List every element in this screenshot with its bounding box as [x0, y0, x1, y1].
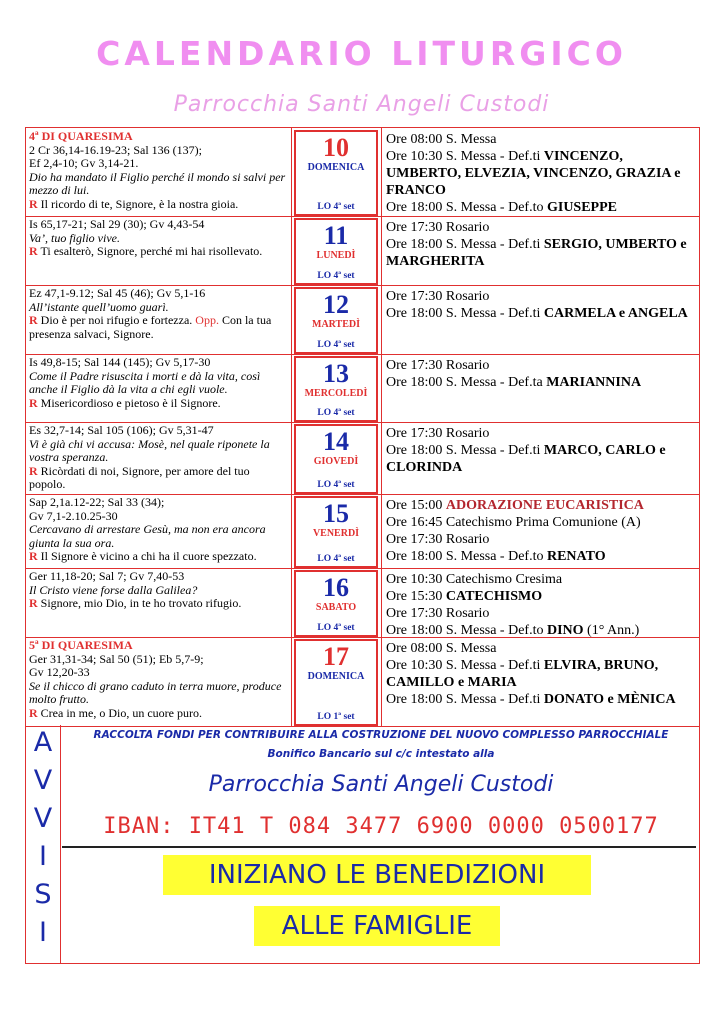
feast-title: 5ª DI QUARESIMA [29, 638, 133, 652]
event-names: MARCO, CARLO e CLORINDA [386, 443, 666, 475]
psalm-response [29, 245, 288, 259]
psalm-response [29, 550, 288, 564]
day-name: LUNEDÌ [316, 250, 356, 261]
psalm-response [29, 198, 288, 212]
avvisi-letter: V [33, 803, 53, 834]
antiphon-text: Se il chicco di grano caduto in terra muore, produce molto frutto. [29, 678, 282, 706]
antiphon-text: Va’, tuo figlio vive. [29, 230, 120, 245]
day-number: 13 [323, 359, 349, 388]
event-text: Ore 18:00 S. Messa - Def.to [386, 623, 547, 638]
day-name: DOMENICA [307, 671, 365, 682]
response-text-alt: Con la tua presenza salvaci, Signore. [29, 313, 272, 341]
event-line [386, 199, 695, 216]
response-text: Crea in me, o Dio, un cuore puro. [40, 705, 202, 720]
event-line [386, 374, 695, 391]
event-text: Ore 18:00 S. Messa - Def.ti [386, 306, 544, 321]
event-names: CATECHISMO [445, 589, 543, 604]
avvisi-letter: I [39, 917, 47, 948]
readings-cell [26, 422, 292, 494]
account-holder: Parrocchia Santi Angeli Custodi [208, 772, 554, 797]
event-line [386, 219, 695, 236]
calendar-row [26, 494, 699, 569]
event-text: Ore 18:00 S. Messa - Def.to [386, 549, 547, 564]
events-cell [381, 494, 699, 568]
event-text: Ore 17:30 Rosario [386, 220, 490, 235]
psalm-response [29, 314, 288, 341]
event-text: Ore 10:30 S. Messa - Def.ti [386, 149, 544, 164]
date-box [294, 570, 378, 637]
day-number: 12 [323, 290, 349, 319]
liturgy-of-hours-week: LO 4ª set [317, 480, 355, 490]
readings-cell [26, 568, 292, 637]
antiphon-text: All’istante quell’uomo guarì. [29, 299, 169, 314]
scripture-reference: Es 32,7-14; Sal 105 (106); Gv 5,31-47 [29, 423, 214, 437]
date-box [294, 218, 378, 285]
avvisi-letter: V [33, 765, 53, 796]
liturgy-of-hours-week: LO 4ª set [317, 271, 355, 281]
scripture-reference: 2 Cr 36,14-16.19-23; Sal 136 (137); [29, 142, 202, 157]
calendar-row [26, 216, 699, 286]
calendar-row [26, 422, 699, 495]
events-cell [381, 285, 699, 354]
antiphon-text: Vi è già chi vi accusa: Mosè, nel quale riponete la vostra speranza. [29, 436, 270, 464]
event-text: Ore 17:30 Rosario [386, 532, 490, 547]
scripture-reference: Gv 12,20-33 [29, 665, 90, 679]
day-name: DOMENICA [307, 162, 365, 173]
events-cell [381, 354, 699, 422]
psalm-response [29, 597, 288, 611]
readings-cell [26, 216, 292, 285]
response-text: Ricòrdati di noi, Signore, per amore del tuo popolo. [29, 463, 250, 491]
liturgy-of-hours-week: LO 1ª set [317, 712, 355, 722]
day-name: VENERDÌ [312, 528, 360, 539]
scripture-reference: Is 65,17-21; Sal 29 (30); Gv 4,43-54 [29, 217, 205, 231]
response-text: Signore, mio Dio, in te ho trovato rifugio. [40, 596, 242, 610]
event-line [386, 442, 695, 476]
date-box [294, 496, 378, 568]
scripture-reference: Ef 2,4-10; Gv 3,14-21. [29, 156, 139, 170]
calendar-table [25, 127, 700, 727]
event-text: Ore 08:00 S. Messa [386, 641, 497, 656]
event-text: Ore 10:30 Catechismo Cresima [386, 572, 563, 587]
event-text: Ore 15:00 [386, 498, 446, 513]
page-title: CALENDARIO LITURGICO [96, 34, 627, 73]
day-number: 14 [323, 427, 349, 456]
events-cell [381, 216, 699, 285]
event-line [386, 657, 695, 691]
day-number: 11 [323, 221, 349, 250]
scripture-reference: Ger 31,31-34; Sal 50 (51); Eb 5,7-9; [29, 651, 204, 666]
response-marker: R [29, 549, 38, 563]
day-number: 16 [323, 573, 349, 602]
fundraising-text: RACCOLTA FONDI PER CONTRIBUIRE ALLA COSTRUZIONE DEL NUOVO COMPLESSO PARROCCHIALE [93, 729, 669, 741]
event-line [386, 691, 695, 708]
calendar-row [26, 128, 699, 217]
avvisi-section [25, 725, 700, 964]
scripture-reference: Gv 7,1-2.10.25-30 [29, 508, 118, 523]
scripture-reference: Ger 11,18-20; Sal 7; Gv 7,40-53 [29, 569, 185, 583]
readings-cell [26, 285, 292, 354]
separator-line [62, 846, 696, 848]
response-text: Il Signore è vicino a chi ha il cuore spezzato. [40, 549, 257, 563]
scripture-reference: Is 49,8-15; Sal 144 (145); Gv 5,17-30 [29, 355, 211, 369]
event-names: ELVIRA, BRUNO, CAMILLO e MARIA [386, 658, 659, 690]
date-box [294, 356, 378, 422]
calendar-row [26, 354, 699, 423]
antiphon-text: Il Cristo viene forse dalla Galilea? [29, 582, 198, 597]
page-subtitle: Parrocchia Santi Angeli Custodi [173, 92, 550, 117]
alternative-marker: Opp. [195, 313, 219, 327]
liturgy-of-hours-week: LO 4ª set [317, 340, 355, 350]
event-text: Ore 18:00 S. Messa - Def.ti [386, 443, 544, 458]
date-box [294, 424, 378, 494]
day-name: SABATO [315, 602, 357, 613]
response-text: Ti esalterò, Signore, perché mi hai risollevato. [40, 244, 263, 258]
event-text: Ore 17:30 Rosario [386, 358, 490, 373]
psalm-response [29, 707, 288, 721]
feast-title: 4ª DI QUARESIMA [29, 129, 133, 143]
day-number: 15 [323, 499, 349, 528]
event-text: Ore 10:30 S. Messa - Def.ti [386, 658, 544, 673]
event-text: Ore 15:30 [386, 589, 446, 604]
event-line [386, 131, 695, 148]
event-names: DINO [546, 623, 584, 638]
readings-cell [26, 354, 292, 422]
event-line [386, 588, 695, 605]
date-box [294, 287, 378, 354]
event-line [386, 148, 695, 199]
event-text: Ore 08:00 S. Messa [386, 132, 497, 147]
liturgy-of-hours-week: LO 4ª set [317, 554, 355, 564]
day-name: MARTEDÌ [312, 319, 360, 330]
response-marker: R [29, 244, 38, 258]
event-names: VINCENZO, UMBERTO, ELVEZIA, VINCENZO, GRAZIA e FRANCO [386, 149, 681, 198]
readings-cell [26, 494, 292, 568]
avvisi-vertical-label [26, 725, 61, 963]
event-names: MARIANNINA [546, 375, 642, 390]
blessings-notice-line1: INIZIANO LE BENEDIZIONI [163, 855, 591, 895]
event-line [386, 497, 695, 514]
psalm-response [29, 465, 288, 492]
event-line [386, 640, 695, 657]
events-cell [381, 128, 699, 216]
date-box [294, 639, 378, 726]
day-number: 10 [323, 133, 349, 162]
response-text: Dio è per noi rifugio e fortezza. [40, 313, 193, 327]
response-marker: R [29, 463, 38, 478]
event-line [386, 305, 695, 322]
scripture-reference: Sap 2,1a.12-22; Sal 33 (34); [29, 495, 165, 509]
events-cell [381, 637, 699, 726]
readings-cell [26, 128, 292, 216]
event-names: CARMELA e ANGELA [543, 306, 688, 321]
event-text: Ore 18:00 S. Messa - Def.ti [386, 237, 544, 252]
event-text: Ore 18:00 S. Messa - Def.to [386, 200, 547, 215]
day-number: 17 [323, 642, 349, 671]
event-line [386, 425, 695, 442]
event-text: Ore 17:30 Rosario [386, 606, 490, 621]
antiphon-text: Come il Padre risuscita i morti e dà la vita, così anche il Figlio dà la vita a chi egli vuole. [29, 368, 261, 396]
events-cell [381, 422, 699, 494]
antiphon-text: Cercavano di arrestare Gesù, ma non era ancora giunta la sua ora. [29, 522, 266, 550]
event-note: (1° Ann.) [583, 623, 640, 638]
response-marker: R [29, 395, 38, 410]
response-text: Il ricordo di te, Signore, è la nostra gioia. [40, 196, 239, 211]
event-line [386, 514, 695, 531]
response-marker: R [29, 596, 38, 610]
bank-transfer-text: Bonifico Bancario sul c/c intestato alla [267, 748, 495, 760]
avvisi-letter: S [34, 879, 52, 910]
day-name: GIOVEDÌ [313, 456, 359, 467]
response-marker: R [29, 196, 38, 211]
event-text: Ore 16:45 Catechismo Prima Comunione (A) [386, 515, 641, 530]
event-line [386, 531, 695, 548]
event-names: GIUSEPPE [546, 200, 617, 215]
calendar-row [26, 568, 699, 638]
event-names: SERGIO, UMBERTO e MARGHERITA [386, 237, 687, 269]
antiphon-text: Dio ha mandato il Figlio perché il mondo si salvi per mezzo di lui. [29, 169, 286, 197]
calendar-row [26, 637, 699, 726]
readings-cell [26, 637, 292, 726]
iban-text: IBAN: IT41 T 084 3477 6900 0000 0500177 [103, 814, 659, 839]
event-line [386, 288, 695, 305]
liturgy-of-hours-week: LO 4ª set [317, 623, 355, 633]
events-cell [381, 568, 699, 637]
event-line [386, 548, 695, 565]
event-text: Ore 17:30 Rosario [386, 426, 490, 441]
event-line [386, 605, 695, 622]
calendar-row [26, 285, 699, 355]
psalm-response [29, 397, 288, 411]
response-marker: R [29, 705, 38, 720]
event-line [386, 357, 695, 374]
event-text: Ore 18:00 S. Messa - Def.ta [386, 375, 547, 390]
liturgy-of-hours-week: LO 4ª set [317, 202, 355, 212]
event-text: Ore 17:30 Rosario [386, 289, 490, 304]
blessings-notice-line2: ALLE FAMIGLIE [254, 906, 500, 946]
event-names: RENATO [546, 549, 606, 564]
scripture-reference: Ez 47,1-9.12; Sal 45 (46); Gv 5,1-16 [29, 286, 206, 300]
event-line [386, 236, 695, 270]
event-names: DONATO e MÈNICA [543, 692, 676, 707]
event-highlight: ADORAZIONE EUCARISTICA [445, 498, 644, 513]
response-text: Misericordioso e pietoso è il Signore. [40, 395, 221, 410]
avvisi-letter: A [33, 727, 53, 758]
date-box [294, 130, 378, 216]
event-line [386, 571, 695, 588]
avvisi-letter: I [39, 841, 47, 872]
response-marker: R [29, 313, 38, 327]
event-text: Ore 18:00 S. Messa - Def.ti [386, 692, 544, 707]
liturgy-of-hours-week: LO 4ª set [317, 408, 355, 418]
day-name: MERCOLEDÌ [304, 388, 368, 399]
